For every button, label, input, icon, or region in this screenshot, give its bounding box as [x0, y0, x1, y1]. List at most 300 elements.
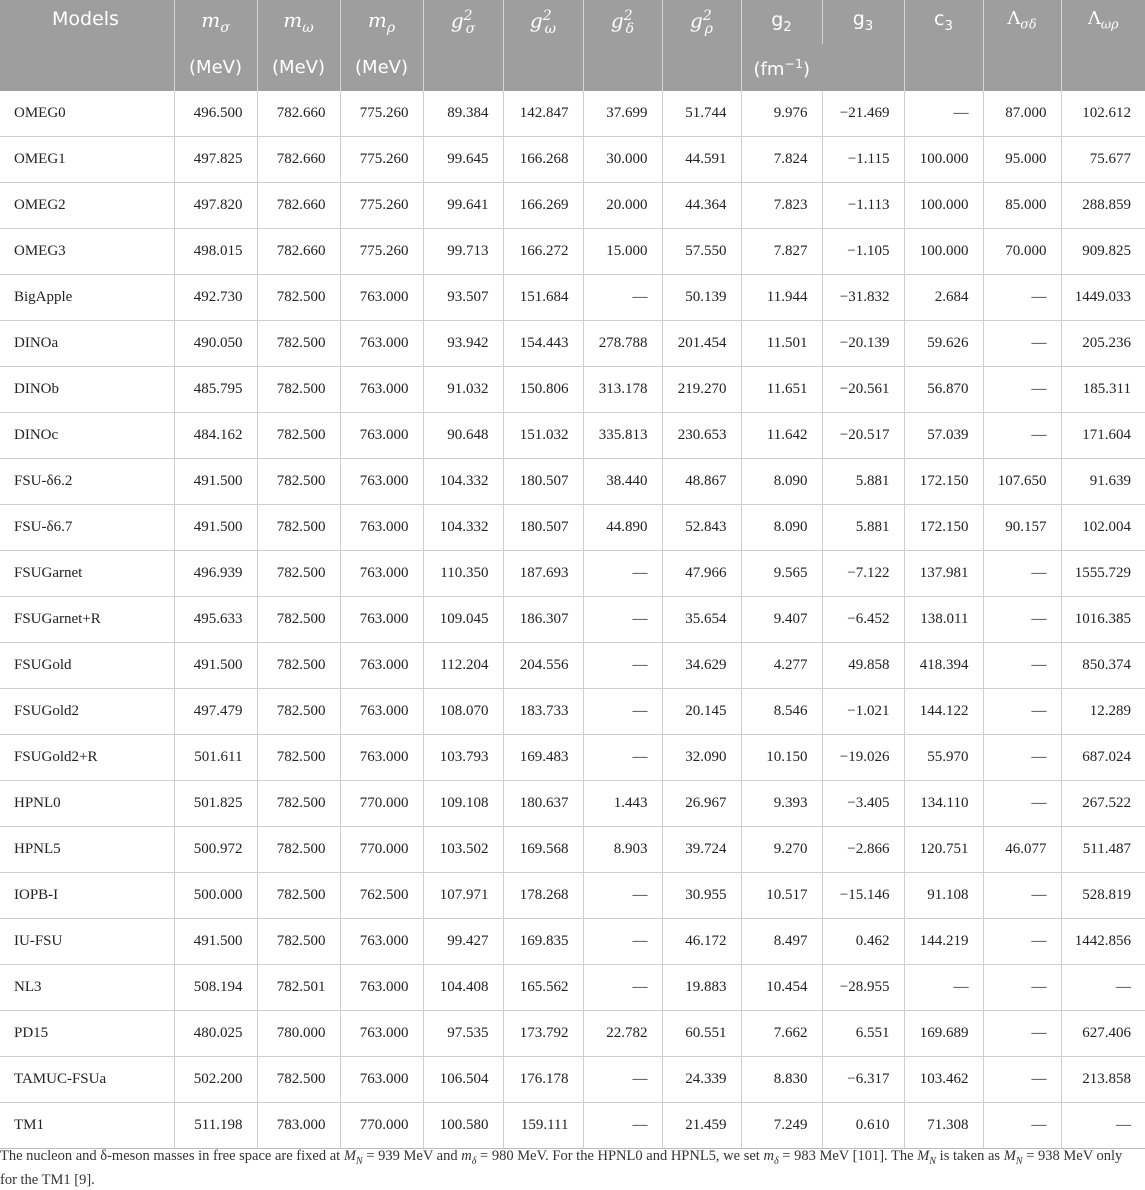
cell-g-omega-sq: 180.637	[503, 781, 583, 827]
cell-g3: −20.517	[822, 413, 904, 459]
cell-c3: 172.150	[904, 459, 983, 505]
cell-m-omega: 782.660	[257, 183, 340, 229]
cell-model: PD15	[0, 1011, 174, 1057]
cell-g-delta-sq: 44.890	[583, 505, 662, 551]
cell-lambda-omega-rho: 1449.033	[1061, 275, 1145, 321]
cell-m-omega: 782.500	[257, 321, 340, 367]
table-row	[0, 1057, 1145, 1103]
cell-model: OMEG2	[0, 183, 174, 229]
cell-g3: −1.021	[822, 689, 904, 735]
cell-g-delta-sq: 20.000	[583, 183, 662, 229]
cell-m-omega: 782.500	[257, 873, 340, 919]
table-row	[0, 643, 1145, 689]
table-row	[0, 183, 1145, 229]
cell-m-sigma: 502.200	[174, 1057, 257, 1103]
cell-model: BigApple	[0, 275, 174, 321]
cell-lambda-omega-rho: 171.604	[1061, 413, 1145, 459]
cell-m-sigma: 485.795	[174, 367, 257, 413]
cell-g-rho-sq: 230.653	[662, 413, 741, 459]
cell-lambda-omega-rho: —	[1061, 1103, 1145, 1149]
cell-g-rho-sq: 30.955	[662, 873, 741, 919]
header-g-omega-squared: $g^2_\omega$	[503, 0, 583, 91]
table-row	[0, 597, 1145, 643]
cell-g-sigma-sq: 93.942	[423, 321, 503, 367]
cell-g-sigma-sq: 99.645	[423, 137, 503, 183]
cell-c3: 120.751	[904, 827, 983, 873]
cell-c3: 103.462	[904, 1057, 983, 1103]
cell-model: HPNL5	[0, 827, 174, 873]
cell-lambda-omega-rho: 909.825	[1061, 229, 1145, 275]
cell-g-omega-sq: 180.507	[503, 505, 583, 551]
cell-g-sigma-sq: 99.713	[423, 229, 503, 275]
cell-g3: −1.113	[822, 183, 904, 229]
cell-model: IU-FSU	[0, 919, 174, 965]
cell-lambda-sigma-delta: —	[983, 1011, 1061, 1057]
table-row	[0, 873, 1145, 919]
cell-lambda-sigma-delta: —	[983, 643, 1061, 689]
cell-model: TM1	[0, 1103, 174, 1149]
cell-g-sigma-sq: 91.032	[423, 367, 503, 413]
cell-lambda-sigma-delta: 107.650	[983, 459, 1061, 505]
cell-g-sigma-sq: 109.045	[423, 597, 503, 643]
cell-m-omega: 782.500	[257, 827, 340, 873]
cell-m-omega: 782.500	[257, 505, 340, 551]
cell-lambda-sigma-delta: —	[983, 735, 1061, 781]
cell-g-delta-sq: 335.813	[583, 413, 662, 459]
cell-model: DINOa	[0, 321, 174, 367]
cell-m-sigma: 496.500	[174, 91, 257, 137]
cell-c3: 57.039	[904, 413, 983, 459]
cell-g2: 11.651	[741, 367, 822, 413]
cell-g-omega-sq: 151.684	[503, 275, 583, 321]
table-header	[0, 0, 1145, 91]
cell-g-omega-sq: 151.032	[503, 413, 583, 459]
cell-g-rho-sq: 26.967	[662, 781, 741, 827]
cell-model: FSU-δ6.7	[0, 505, 174, 551]
cell-m-rho: 763.000	[340, 367, 423, 413]
cell-lambda-sigma-delta: —	[983, 367, 1061, 413]
cell-g2: 9.393	[741, 781, 822, 827]
cell-g3: 6.551	[822, 1011, 904, 1057]
cell-m-omega: 782.500	[257, 735, 340, 781]
cell-c3: 100.000	[904, 137, 983, 183]
table-row	[0, 827, 1145, 873]
cell-m-sigma: 501.611	[174, 735, 257, 781]
cell-g3: −19.026	[822, 735, 904, 781]
cell-m-omega: 782.660	[257, 229, 340, 275]
cell-m-sigma: 500.000	[174, 873, 257, 919]
cell-lambda-omega-rho: 850.374	[1061, 643, 1145, 689]
cell-model: DINOc	[0, 413, 174, 459]
table-row	[0, 781, 1145, 827]
cell-g2: 9.270	[741, 827, 822, 873]
cell-model: OMEG3	[0, 229, 174, 275]
cell-g3: 0.462	[822, 919, 904, 965]
cell-m-rho: 775.260	[340, 91, 423, 137]
cell-g2: 8.090	[741, 459, 822, 505]
cell-m-omega: 782.660	[257, 91, 340, 137]
cell-lambda-omega-rho: 267.522	[1061, 781, 1145, 827]
cell-lambda-omega-rho: 528.819	[1061, 873, 1145, 919]
cell-g-delta-sq: —	[583, 965, 662, 1011]
cell-m-rho: 762.500	[340, 873, 423, 919]
cell-g3: −21.469	[822, 91, 904, 137]
cell-m-rho: 763.000	[340, 413, 423, 459]
cell-g3: −31.832	[822, 275, 904, 321]
table-row	[0, 229, 1145, 275]
cell-g-delta-sq: —	[583, 551, 662, 597]
cell-g3: −6.452	[822, 597, 904, 643]
cell-g-delta-sq: —	[583, 919, 662, 965]
cell-m-omega: 782.500	[257, 689, 340, 735]
table-row	[0, 505, 1145, 551]
cell-g3: 5.881	[822, 459, 904, 505]
cell-c3: 418.394	[904, 643, 983, 689]
cell-g-delta-sq: —	[583, 1057, 662, 1103]
cell-g2: 7.249	[741, 1103, 822, 1149]
table-body	[0, 91, 1145, 1149]
cell-m-omega: 782.500	[257, 367, 340, 413]
cell-g-omega-sq: 154.443	[503, 321, 583, 367]
cell-g-rho-sq: 34.629	[662, 643, 741, 689]
cell-g-sigma-sq: 97.535	[423, 1011, 503, 1057]
cell-g-omega-sq: 166.272	[503, 229, 583, 275]
cell-g-omega-sq: 187.693	[503, 551, 583, 597]
cell-g-rho-sq: 50.139	[662, 275, 741, 321]
cell-g2: 8.546	[741, 689, 822, 735]
cell-model: FSUGarnet	[0, 551, 174, 597]
cell-m-rho: 763.000	[340, 1057, 423, 1103]
cell-lambda-sigma-delta: 85.000	[983, 183, 1061, 229]
cell-g-delta-sq: —	[583, 643, 662, 689]
table-row	[0, 367, 1145, 413]
cell-g-rho-sq: 219.270	[662, 367, 741, 413]
cell-m-sigma: 495.633	[174, 597, 257, 643]
cell-g-rho-sq: 21.459	[662, 1103, 741, 1149]
table-row	[0, 275, 1145, 321]
cell-m-omega: 782.500	[257, 459, 340, 505]
cell-lambda-omega-rho: 1442.856	[1061, 919, 1145, 965]
cell-lambda-sigma-delta: 87.000	[983, 91, 1061, 137]
cell-g-delta-sq: 313.178	[583, 367, 662, 413]
cell-m-omega: 782.660	[257, 137, 340, 183]
cell-g2: 9.407	[741, 597, 822, 643]
cell-g-rho-sq: 44.364	[662, 183, 741, 229]
cell-g3: −1.115	[822, 137, 904, 183]
cell-c3: 71.308	[904, 1103, 983, 1149]
cell-c3: 137.981	[904, 551, 983, 597]
cell-g2: 11.642	[741, 413, 822, 459]
cell-g-rho-sq: 44.591	[662, 137, 741, 183]
cell-c3: 172.150	[904, 505, 983, 551]
table-row	[0, 91, 1145, 137]
cell-g2: 11.501	[741, 321, 822, 367]
cell-g-delta-sq: 8.903	[583, 827, 662, 873]
cell-model: OMEG1	[0, 137, 174, 183]
cell-lambda-omega-rho: 102.004	[1061, 505, 1145, 551]
cell-lambda-omega-rho: —	[1061, 965, 1145, 1011]
cell-g-rho-sq: 47.966	[662, 551, 741, 597]
cell-m-omega: 782.500	[257, 643, 340, 689]
cell-m-sigma: 480.025	[174, 1011, 257, 1057]
cell-g-sigma-sq: 99.641	[423, 183, 503, 229]
cell-g3: 5.881	[822, 505, 904, 551]
cell-m-sigma: 498.015	[174, 229, 257, 275]
cell-g2: 11.944	[741, 275, 822, 321]
cell-g2: 8.830	[741, 1057, 822, 1103]
cell-c3: 56.870	[904, 367, 983, 413]
cell-g3: −7.122	[822, 551, 904, 597]
cell-g-omega-sq: 165.562	[503, 965, 583, 1011]
cell-g-omega-sq: 176.178	[503, 1057, 583, 1103]
cell-m-sigma: 497.479	[174, 689, 257, 735]
cell-g-sigma-sq: 93.507	[423, 275, 503, 321]
cell-lambda-sigma-delta: —	[983, 275, 1061, 321]
cell-g-rho-sq: 35.654	[662, 597, 741, 643]
cell-m-rho: 763.000	[340, 321, 423, 367]
cell-g2: 9.565	[741, 551, 822, 597]
cell-c3: 91.108	[904, 873, 983, 919]
cell-g-sigma-sq: 104.332	[423, 505, 503, 551]
cell-m-omega: 782.500	[257, 551, 340, 597]
cell-g3: −6.317	[822, 1057, 904, 1103]
cell-lambda-omega-rho: 213.858	[1061, 1057, 1145, 1103]
unit-m-sigma: (MeV)	[174, 44, 257, 91]
header-g-delta-squared: $g^2_\delta$	[583, 0, 662, 91]
cell-g2: 8.497	[741, 919, 822, 965]
cell-g3: −3.405	[822, 781, 904, 827]
cell-lambda-omega-rho: 12.289	[1061, 689, 1145, 735]
cell-g3: −20.139	[822, 321, 904, 367]
cell-g-omega-sq: 169.568	[503, 827, 583, 873]
cell-m-sigma: 490.050	[174, 321, 257, 367]
cell-lambda-omega-rho: 288.859	[1061, 183, 1145, 229]
table-row	[0, 919, 1145, 965]
cell-c3: 2.684	[904, 275, 983, 321]
cell-g-sigma-sq: 90.648	[423, 413, 503, 459]
cell-g-omega-sq: 183.733	[503, 689, 583, 735]
cell-lambda-sigma-delta: —	[983, 965, 1061, 1011]
cell-g-sigma-sq: 103.502	[423, 827, 503, 873]
cell-m-rho: 763.000	[340, 965, 423, 1011]
cell-g3: −28.955	[822, 965, 904, 1011]
cell-m-sigma: 492.730	[174, 275, 257, 321]
cell-m-rho: 763.000	[340, 505, 423, 551]
table-row	[0, 965, 1145, 1011]
cell-m-sigma: 491.500	[174, 919, 257, 965]
cell-lambda-sigma-delta: —	[983, 919, 1061, 965]
cell-m-sigma: 497.825	[174, 137, 257, 183]
cell-g-rho-sq: 24.339	[662, 1057, 741, 1103]
cell-m-rho: 763.000	[340, 643, 423, 689]
header-lambda-sigma-delta: $\Lambda_{\sigma\delta}$	[983, 0, 1061, 91]
cell-lambda-sigma-delta: 95.000	[983, 137, 1061, 183]
cell-g-omega-sq: 169.483	[503, 735, 583, 781]
header-m-sigma: $m_\sigma$	[174, 0, 257, 44]
cell-g-omega-sq: 173.792	[503, 1011, 583, 1057]
cell-g-rho-sq: 19.883	[662, 965, 741, 1011]
table-footnote: The nucleon and δ-meson masses in free space are fixed at $M_N = 939$ MeV and $m_\delta = 980$ MeV. For the HPNL0 and HPNL5, we set $m_\delta = 983$ MeV [101]. The $M_N$ is taken as $M_N = 938$ MeV only for the TM1 [9].	[0, 1148, 1123, 1188]
cell-model: DINOb	[0, 367, 174, 413]
table-row	[0, 735, 1145, 781]
header-g2: $g_2$	[741, 0, 822, 44]
cell-g-sigma-sq: 99.427	[423, 919, 503, 965]
cell-g-delta-sq: —	[583, 689, 662, 735]
header-m-rho: $m_\rho$	[340, 0, 423, 44]
cell-lambda-sigma-delta: —	[983, 321, 1061, 367]
cell-c3: 144.122	[904, 689, 983, 735]
cell-c3: 100.000	[904, 229, 983, 275]
cell-g2: 10.454	[741, 965, 822, 1011]
cell-lambda-sigma-delta: 46.077	[983, 827, 1061, 873]
cell-lambda-omega-rho: 91.639	[1061, 459, 1145, 505]
cell-g3: −2.866	[822, 827, 904, 873]
cell-m-omega: 782.500	[257, 781, 340, 827]
cell-g-sigma-sq: 110.350	[423, 551, 503, 597]
cell-model: FSU-δ6.2	[0, 459, 174, 505]
cell-g-delta-sq: —	[583, 597, 662, 643]
cell-g-omega-sq: 150.806	[503, 367, 583, 413]
cell-model: OMEG0	[0, 91, 174, 137]
table-row	[0, 1011, 1145, 1057]
cell-m-rho: 763.000	[340, 275, 423, 321]
cell-m-rho: 770.000	[340, 781, 423, 827]
cell-g-delta-sq: —	[583, 873, 662, 919]
cell-g-delta-sq: —	[583, 275, 662, 321]
cell-g-omega-sq: 186.307	[503, 597, 583, 643]
cell-lambda-sigma-delta: 90.157	[983, 505, 1061, 551]
cell-m-rho: 770.000	[340, 1103, 423, 1149]
cell-g-rho-sq: 39.724	[662, 827, 741, 873]
cell-m-rho: 775.260	[340, 229, 423, 275]
header-m-omega: $m_\omega$	[257, 0, 340, 44]
cell-model: FSUGold	[0, 643, 174, 689]
cell-c3: —	[904, 91, 983, 137]
header-c3: $c_3$	[904, 0, 983, 91]
cell-g2: 7.823	[741, 183, 822, 229]
cell-g2: 7.662	[741, 1011, 822, 1057]
cell-lambda-omega-rho: 75.677	[1061, 137, 1145, 183]
cell-g2: 7.824	[741, 137, 822, 183]
cell-g-sigma-sq: 109.108	[423, 781, 503, 827]
cell-lambda-omega-rho: 1016.385	[1061, 597, 1145, 643]
cell-lambda-sigma-delta: 70.000	[983, 229, 1061, 275]
cell-g2: 4.277	[741, 643, 822, 689]
cell-g-delta-sq: 15.000	[583, 229, 662, 275]
cell-g-delta-sq: 30.000	[583, 137, 662, 183]
cell-c3: 169.689	[904, 1011, 983, 1057]
cell-g3: −1.105	[822, 229, 904, 275]
cell-g-sigma-sq: 100.580	[423, 1103, 503, 1149]
cell-g-sigma-sq: 108.070	[423, 689, 503, 735]
cell-c3: 100.000	[904, 183, 983, 229]
cell-m-rho: 775.260	[340, 137, 423, 183]
header-lambda-omega-rho: $\Lambda_{\omega\rho}$	[1061, 0, 1145, 91]
cell-g-omega-sq: 204.556	[503, 643, 583, 689]
cell-g-rho-sq: 57.550	[662, 229, 741, 275]
cell-m-sigma: 491.500	[174, 505, 257, 551]
cell-g2: 8.090	[741, 505, 822, 551]
cell-model: FSUGold2	[0, 689, 174, 735]
cell-g-omega-sq: 178.268	[503, 873, 583, 919]
cell-g-delta-sq: 38.440	[583, 459, 662, 505]
cell-g-delta-sq: 22.782	[583, 1011, 662, 1057]
cell-g-delta-sq: 1.443	[583, 781, 662, 827]
cell-c3: 144.219	[904, 919, 983, 965]
cell-m-rho: 763.000	[340, 459, 423, 505]
cell-g-delta-sq: —	[583, 735, 662, 781]
cell-m-omega: 782.500	[257, 919, 340, 965]
header-g-sigma-squared: $g^2_\sigma$	[423, 0, 503, 91]
cell-m-rho: 763.000	[340, 689, 423, 735]
cell-g-omega-sq: 166.269	[503, 183, 583, 229]
cell-m-omega: 780.000	[257, 1011, 340, 1057]
cell-lambda-sigma-delta: —	[983, 413, 1061, 459]
cell-m-sigma: 500.972	[174, 827, 257, 873]
cell-c3: 55.970	[904, 735, 983, 781]
cell-lambda-omega-rho: 205.236	[1061, 321, 1145, 367]
cell-g-rho-sq: 20.145	[662, 689, 741, 735]
header-models: Models	[0, 0, 174, 91]
cell-c3: 59.626	[904, 321, 983, 367]
cell-g-sigma-sq: 106.504	[423, 1057, 503, 1103]
cell-g-delta-sq: 37.699	[583, 91, 662, 137]
cell-lambda-sigma-delta: —	[983, 873, 1061, 919]
cell-lambda-omega-rho: 627.406	[1061, 1011, 1145, 1057]
cell-lambda-sigma-delta: —	[983, 1103, 1061, 1149]
cell-m-rho: 770.000	[340, 827, 423, 873]
cell-m-omega: 782.501	[257, 965, 340, 1011]
cell-g2: 9.976	[741, 91, 822, 137]
cell-m-rho: 763.000	[340, 735, 423, 781]
cell-m-sigma: 496.939	[174, 551, 257, 597]
cell-model: HPNL0	[0, 781, 174, 827]
table-row	[0, 459, 1145, 505]
cell-g3: −15.146	[822, 873, 904, 919]
cell-g-sigma-sq: 107.971	[423, 873, 503, 919]
cell-lambda-sigma-delta: —	[983, 781, 1061, 827]
cell-g-omega-sq: 142.847	[503, 91, 583, 137]
cell-g2: 10.150	[741, 735, 822, 781]
cell-g-rho-sq: 51.744	[662, 91, 741, 137]
cell-g-delta-sq: 278.788	[583, 321, 662, 367]
cell-g-rho-sq: 201.454	[662, 321, 741, 367]
cell-m-omega: 782.500	[257, 597, 340, 643]
cell-g-sigma-sq: 89.384	[423, 91, 503, 137]
cell-g-rho-sq: 46.172	[662, 919, 741, 965]
cell-m-rho: 763.000	[340, 551, 423, 597]
cell-m-sigma: 491.500	[174, 459, 257, 505]
table-row	[0, 689, 1145, 735]
unit-m-rho: (MeV)	[340, 44, 423, 91]
cell-lambda-omega-rho: 1555.729	[1061, 551, 1145, 597]
cell-lambda-omega-rho: 511.487	[1061, 827, 1145, 873]
header-g3: $g_3$	[822, 0, 904, 91]
cell-g-rho-sq: 32.090	[662, 735, 741, 781]
cell-model: FSUGold2+R	[0, 735, 174, 781]
table-row	[0, 551, 1145, 597]
cell-lambda-sigma-delta: —	[983, 1057, 1061, 1103]
cell-g-sigma-sq: 112.204	[423, 643, 503, 689]
cell-m-rho: 763.000	[340, 597, 423, 643]
cell-g-sigma-sq: 103.793	[423, 735, 503, 781]
cell-g2: 10.517	[741, 873, 822, 919]
cell-model: IOPB-I	[0, 873, 174, 919]
cell-g-sigma-sq: 104.332	[423, 459, 503, 505]
cell-g3: 0.610	[822, 1103, 904, 1149]
cell-g-omega-sq: 169.835	[503, 919, 583, 965]
cell-lambda-sigma-delta: —	[983, 597, 1061, 643]
